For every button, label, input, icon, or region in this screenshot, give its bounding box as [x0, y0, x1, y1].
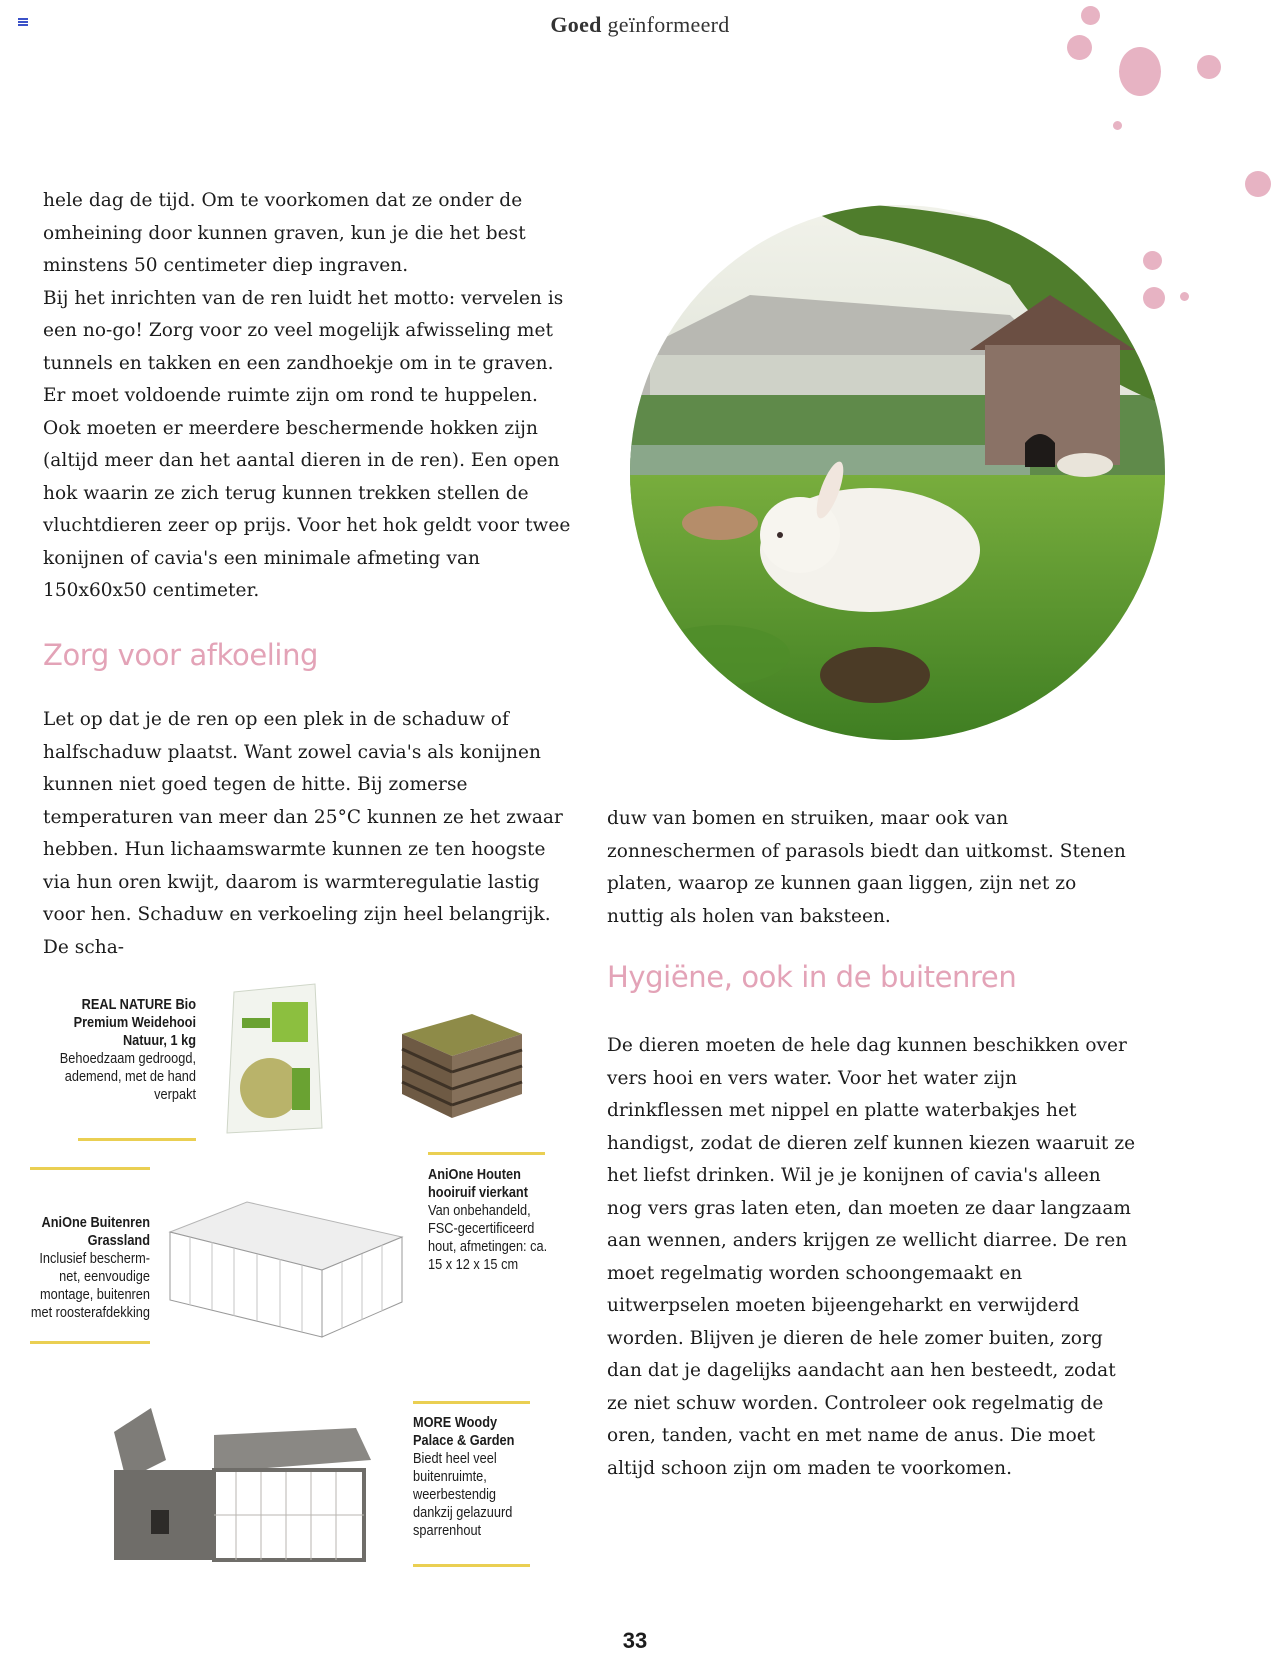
divider — [30, 1341, 150, 1344]
paragraph-afkoeling: Let op dat je de ren op een plek in de schaduw of halfschaduw plaatst. Want zowel cavia's als konijnen kunnen niet goed tegen de hitte. Bij zomerse temperaturen van meer dan 25°C kunnen ze het zwaar hebben. Hun lichaamswarmte kunnen ze ten hoogste via hun oren kwijt, daarom is warmteregulatie lastig voor hen. Schaduw en verkoeling zijn heel belangrijk. De scha- — [43, 709, 563, 958]
paragraph-omheining: hele dag de tijd. Om te voorkomen dat ze onder de omheining door kunnen graven, kun je die het best minstens 50 centimeter diep ingraven. — [43, 190, 526, 276]
divider — [30, 1167, 150, 1170]
header-rest: geïnformeerd — [601, 12, 730, 37]
heading-afkoeling: Zorg voor afkoeling — [43, 638, 319, 672]
paragraph-schaduw: duw van bomen en struiken, maar ook van zonneschermen of parasols biedt dan uitkomst. Stenen platen, waarop ze kunnen gaan liggen, zijn net zo nuttig als holen van baksteen. — [607, 808, 1126, 927]
product-title: REAL NATURE Bio Premium Weidehooi Natuur, 1 kg — [73, 997, 196, 1049]
paragraph-inrichten: Bij het inrichten van de ren luidt het motto: vervelen is een no-go! Zorg voor zo veel mogelijk afwisseling met tunnels en takken en een zandhoekje om in te graven. Er moet voldoende ruimte zijn om rond te huppelen. Ook moeten er meerdere beschermende hokken zijn (altijd meer dan het aantal dieren in de ren). Een open hok waarin ze zich terug kunnen trekken stellen de vluchtdieren zeer op prijs. Voor het hok geldt voor twee konijnen of cavia's een minimale afmeting van 150x60x50 centimeter. — [43, 287, 571, 601]
rabbit-photo — [630, 205, 1165, 740]
product-title: MORE Woody Palace & Garden — [413, 1415, 515, 1449]
hutch-image — [106, 1400, 376, 1565]
divider — [413, 1564, 530, 1567]
product-desc: Biedt heel veel buitenruimte, weerbestendig dankzij gelazuurd sparrenhout — [413, 1451, 513, 1539]
product-desc: Behoedzaam gedroogd, ademend, met de hand verpakt — [59, 1051, 197, 1103]
product-card-buitenren[interactable] — [10, 1214, 150, 1322]
product-desc: Van onbehandeld, FSC-gecertificeerd hout, afmetingen: ca. 15 x 12 x 15 cm — [428, 1203, 548, 1273]
hay-rack-image — [382, 994, 532, 1122]
header-bold: Goed — [550, 12, 602, 37]
product-title: AniOne Houten hooiruif vierkant — [428, 1167, 528, 1201]
paragraph-hygiene: De dieren moeten de hele dag kunnen beschikken over vers hooi en vers water. Voor het water zijn drinkflessen met nippel en platte waterbakjes het handigst, zodat de dieren zelf kunnen kiezen waaruit ze het liefst drinken. Wil je je konijnen of cavia's alleen nog vers gras laten eten, dan moeten ze daar langzaam aan wennen, anders krijgen ze wellicht diarree. De ren moet regelmatig worden schoongemaakt en uitwerpselen moeten bijeengeharkt en verwijderd worden. Blijven je dieren de hele zomer buiten, zorg dan dat je dagelijks aandacht aan hen besteedt, zodat ze niet schuw worden. Controleer ook regelmatig de oren, tanden, vacht en met name de anus. Die moet altijd schoon zijn om maden te voorkomen. — [607, 1035, 1136, 1479]
product-title: AniOne Buitenren Grassland — [41, 1215, 150, 1249]
product-card-weidehooi[interactable] — [41, 996, 196, 1104]
product-desc: Inclusief bescherm-net, eenvoudige montage, buitenren met roosterafdekking — [30, 1251, 151, 1321]
product-card-hooiruif[interactable] — [428, 1166, 578, 1274]
divider — [428, 1152, 545, 1155]
page-number: 33 — [622, 1628, 648, 1653]
divider — [413, 1401, 530, 1404]
product-card-woody-palace[interactable] — [413, 1414, 543, 1540]
divider — [78, 1138, 196, 1141]
hay-bag-image — [222, 978, 327, 1138]
left-column — [43, 185, 573, 608]
heading-hygiene: Hygiëne, ook in de buitenren — [607, 960, 1017, 994]
outdoor-run-image — [162, 1192, 407, 1342]
